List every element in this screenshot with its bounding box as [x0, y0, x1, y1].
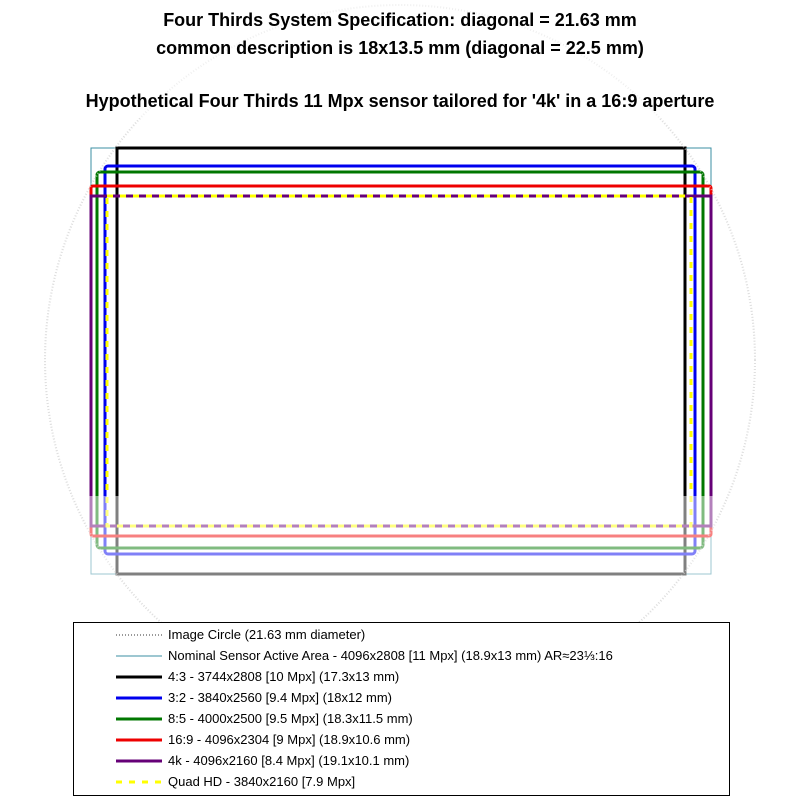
legend-item-8-5 — [74, 709, 729, 729]
format-16-9-rect — [91, 186, 711, 536]
legend-label: 3:2 - 3840x2560 [9.4 Mpx] (18x12 mm) — [168, 690, 393, 705]
legend-item-4-3 — [74, 667, 729, 687]
quad-hd-rect — [107, 196, 691, 526]
legend-label: 16:9 - 4096x2304 [9 Mpx] (18.9x10.6 mm) — [168, 732, 411, 747]
format-8-5-rect — [97, 172, 703, 548]
title-line-1: Four Thirds System Specification: diagonal = 21.63 mm — [163, 10, 637, 30]
legend-item-image-circle — [74, 625, 729, 645]
title-line-3: Hypothetical Four Thirds 11 Mpx sensor tailored for '4k' in a 16:9 aperture — [85, 91, 715, 111]
legend-label: Nominal Sensor Active Area - 4096x2808 [11 Mpx] (18.9x13 mm) AR≈23⅓:16 — [168, 648, 613, 663]
legend-item-16-9 — [74, 730, 729, 750]
legend-item-nominal — [74, 646, 729, 666]
legend-item-quad-hd — [74, 772, 729, 792]
legend-label: 4k - 4096x2160 [8.4 Mpx] (19.1x10.1 mm) — [168, 753, 410, 768]
format-4k-rect — [91, 196, 711, 526]
legend — [73, 622, 730, 796]
legend-label: 8:5 - 4000x2500 [9.5 Mpx] (18.3x11.5 mm) — [168, 711, 413, 726]
legend-label: 4:3 - 3744x2808 [10 Mpx] (17.3x13 mm) — [168, 669, 400, 684]
format-3-2-rect — [105, 166, 695, 554]
legend-label: Image Circle (21.63 mm diameter) — [168, 627, 366, 642]
legend-label: Quad HD - 3840x2160 [7.9 Mpx] — [168, 774, 356, 789]
legend-item-3-2 — [74, 688, 729, 708]
title-line-2: common description is 18x13.5 mm (diagonal = 22.5 mm) — [156, 38, 644, 58]
legend-item-4k — [74, 751, 729, 771]
